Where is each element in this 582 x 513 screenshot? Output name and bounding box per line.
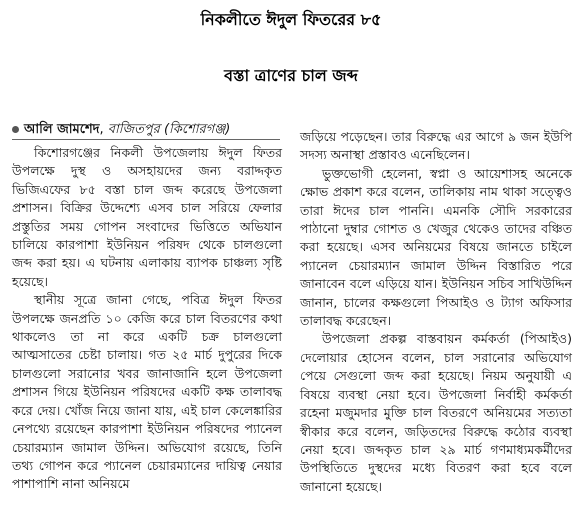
byline-divider <box>12 139 280 140</box>
paragraph: স্থানীয় সূত্রে জানা গেছে, পবিত্র ঈদুল ফিতর উপলক্ষে জনপ্রতি ১০ কেজি করে চাল বিতরণের কথা থাকলেও তা না করে একটি চক্র চালগুলো আত্মসাতের চেষ্টা চালায়। গত ২৫ মার্চ দুপুরের দিকে চালগুলো সরানোর খবর জানাজানি হলে উপজেলা প্রশাসন গিয়ে ইউনিয়ন পরিষদের একটি কক্ষ তালাবদ্ধ করে দেয়। খোঁজ নিয়ে জানা যায়, এই চাল কেলেঙ্কারির নেপথ্যে রয়েছেন কারপাশা ইউনিয়ন পরিষদের প্যানেল চেয়ারম্যান জামাল উদ্দিন। অভিযোগ রয়েছে, তিনি তথ্য গোপন করে প্যানেল চেয়ারম্যানের দায়িত্ব নেয়ার পাশাপাশি নানা অনিয়মে <box>12 292 282 492</box>
paragraph: উপজেলা প্রকল্প বাস্তবায়ন কর্মকর্তা (পিআইও) দেলোয়ার হোসেন বলেন, চাল সরানোর অভিযোগ পেয়ে সেগুলো জব্দ করা হয়েছে। নিয়ম অনুযায়ী এ বিষয়ে ব্যবস্থা নেয়া হবে। উপজেলা নির্বাহী কর্মকর্তা রহেনা মজুমদার মুক্তি চাল বিতরণে অনিয়মের সত্যতা স্বীকার করে বলেন, জড়িতদের বিরুদ্ধে কঠোর ব্যবস্থা নেয়া হবে। জব্দকৃত চাল ২৯ মার্চ গণমাধ্যমকর্মীদের উপস্থিতিতে দুস্থদের মধ্যে বিতরণ করা হবে বলে জানানো হয়েছে। <box>300 331 572 494</box>
author-name: আলি জামশেদ <box>24 122 100 137</box>
dateline: বাজিতপুর (কিশোরগঞ্জ) <box>107 122 231 137</box>
byline: আলি জামশেদ, বাজিতপুর (কিশোরগঞ্জ) <box>12 122 282 138</box>
paragraph: ভুক্তভোগী হেলেনা, স্বপ্না ও আয়েশাসহ অনেকে ক্ষোভ প্রকাশ করে বলেন, তালিকায় নাম থাকা সত্ত্বেও তারা ঈদের চাল পাননি। এমনকি সৌদি সরকারের পাঠানো দুম্বার গোশত ও খেজুর থেকেও তাদের বঞ্চিত করা হয়েছে। এসব অনিয়মের বিষয়ে জানতে চাইলে প্যানেল চেয়ারম্যান জামাল উদ্দিন বিস্তারিত পরে জানাবেন বলে এড়িয়ে যান। ইউনিয়ন সচিব সাখিউদ্দিন জানান, চালের কক্ষগুলো পিআইও ও ট্যাগ অফিসার তালাবদ্ধ করেছেন। <box>300 165 572 329</box>
paragraph: জড়িয়ে পড়েছেন। তার বিরুদ্ধে এর আগে ৯ জন ইউপি সদস্য অনাস্থা প্রস্তাবও এনেছিলেন। <box>300 129 572 163</box>
headline-line-1: নিকলীতে ঈদুল ফিতরের ৮৫ <box>200 10 382 29</box>
bullet-icon <box>12 126 19 133</box>
paragraph: কিশোরগঞ্জের নিকলী উপজেলায় ঈদুল ফিতর উপলক্ষে দুস্থ ও অসহায়দের জন্য বরাদ্দকৃত ভিজিএফের ৮৫ বস্তা চাল জব্দ করেছে উপজেলা প্রশাসন। বিক্রির উদ্দেশ্যে এসব চাল সরিয়ে ফেলার প্রস্তুতির সময় গোপন সংবাদের ভিত্তিতে অভিযান চালিয়ে কারপাশা ইউনিয়ন পরিষদ থেকে চালগুলো জব্দ করা হয়। এ ঘটনায় এলাকায় ব্যাপক চাঞ্চল্য সৃষ্টি হয়েছে। <box>12 145 282 289</box>
article-column-right <box>300 128 572 496</box>
article-column-left <box>12 144 282 494</box>
headline-line-2: বস্তা ত্রাণের চাল জব্দ <box>224 66 358 85</box>
